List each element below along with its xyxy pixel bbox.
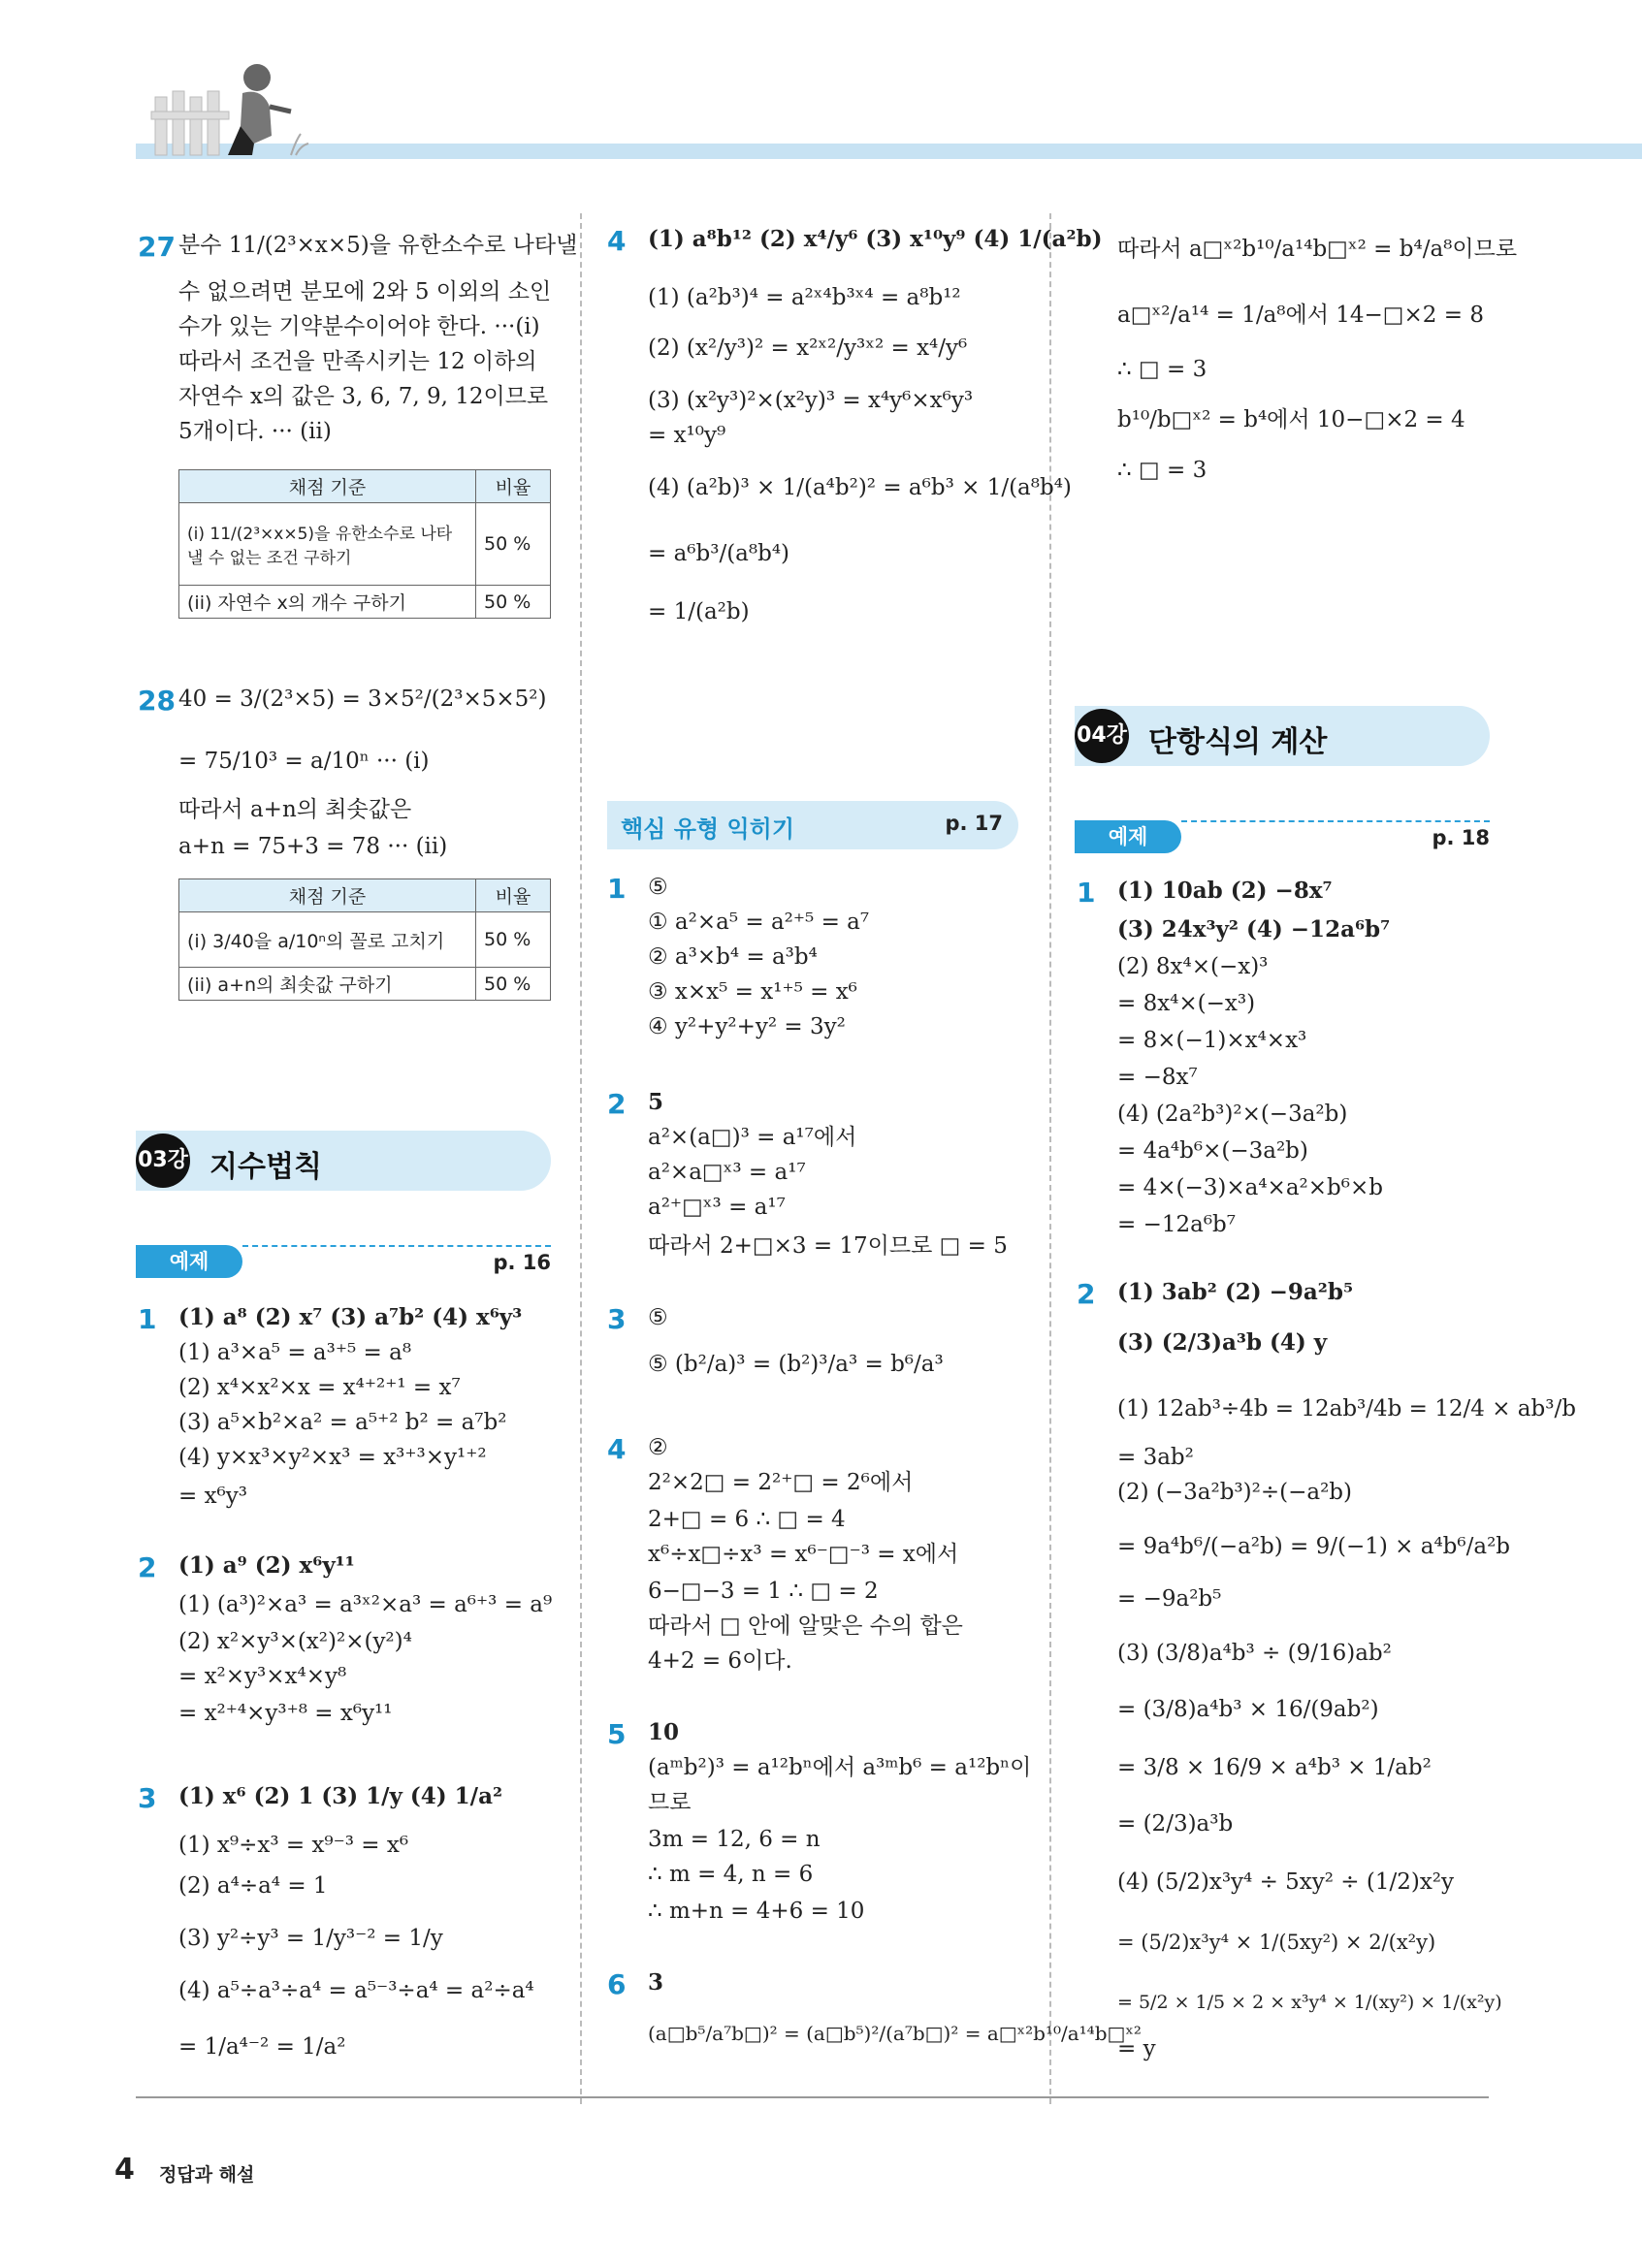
problem-number: 4 — [607, 225, 627, 257]
key-type-header: 핵심 유형 익히기 p. 17 — [607, 801, 1018, 849]
problem-number: 3 — [607, 1303, 627, 1335]
footer-rule — [136, 2096, 1489, 2098]
problem-number: 1 — [1077, 877, 1096, 909]
problem-number: 4 — [607, 1433, 627, 1465]
problem-number: 27 — [138, 231, 176, 263]
section-title: 단항식의 계산 — [1148, 725, 1328, 759]
example-bar: 예제 p. 18 — [1075, 820, 1490, 853]
problem-number: 2 — [138, 1551, 157, 1583]
problem-number: 1 — [138, 1303, 157, 1335]
section-title: 지수법칙 — [209, 1150, 322, 1184]
problem-number: 5 — [607, 1718, 627, 1750]
page-number: 4 — [114, 2153, 135, 2187]
column-divider — [580, 213, 582, 2104]
example-bar: 예제 p. 16 — [136, 1245, 551, 1278]
scoring-table: 채점 기준 비율 (i) 3/40을 a/10ⁿ의 꼴로 고치기 50 % (ii) a+n의 최솟값 구하기 50 % — [178, 878, 551, 1001]
problem-number: 3 — [138, 1782, 157, 1814]
scoring-table: 채점 기준 비율 (i) 11/(2³×x×5)을 유한소수로 나타낼 수 없는 조건 구하기 50 % (ii) 자연수 x의 개수 구하기 50 % — [178, 469, 551, 619]
problem-number: 28 — [138, 685, 176, 717]
gardener-illustration-icon — [145, 58, 310, 165]
section-badge: 03강 — [136, 1134, 190, 1188]
section-header-04 — [1075, 706, 1490, 766]
problem-number: 1 — [607, 873, 627, 905]
section-header-03 — [136, 1131, 551, 1191]
section-badge: 04강 — [1075, 709, 1129, 763]
header-strip — [136, 144, 1642, 159]
footer-title: 정답과 해설 — [159, 2164, 255, 2186]
problem-number: 2 — [1077, 1278, 1096, 1310]
problem-number: 6 — [607, 1968, 627, 2000]
problem-number: 2 — [607, 1088, 627, 1120]
